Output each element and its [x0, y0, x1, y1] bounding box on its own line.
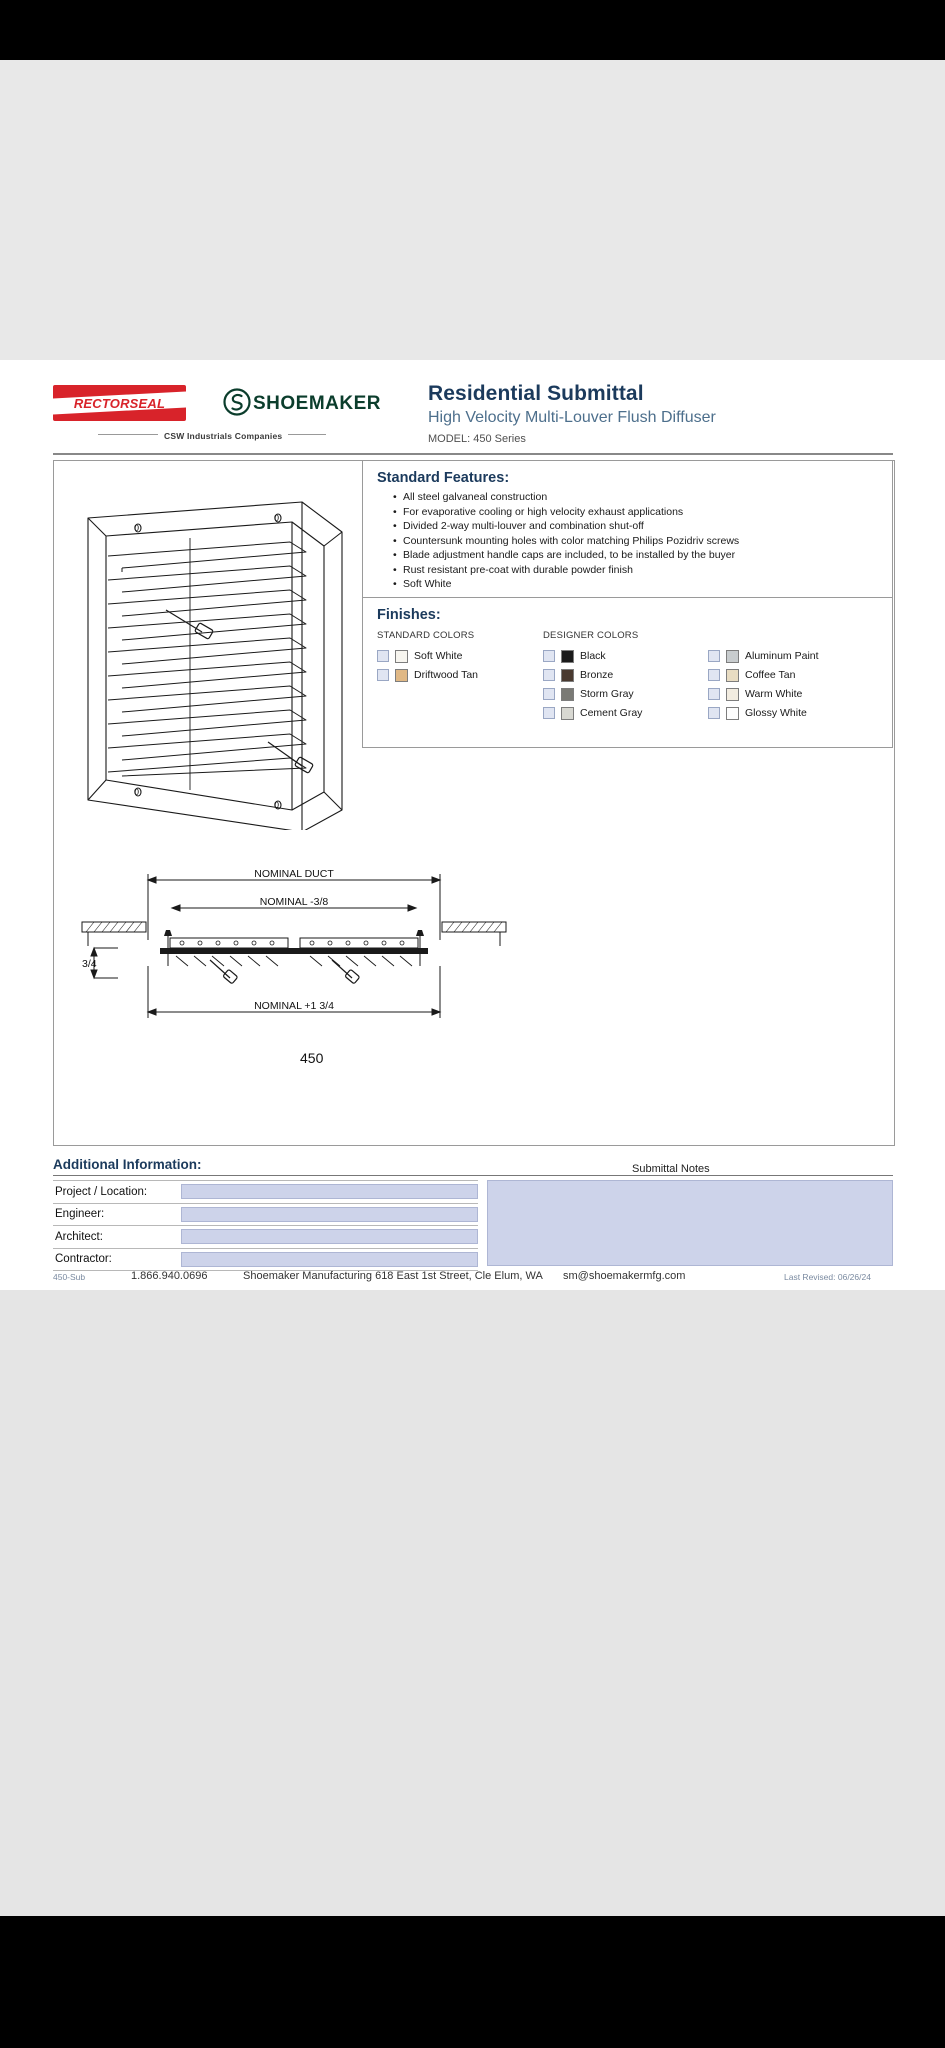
checkbox-aluminum-paint[interactable] [708, 650, 720, 662]
footer-phone: 1.866.940.0696 [131, 1270, 208, 1282]
bottom-black-band [0, 1916, 945, 2048]
svg-text:0: 0 [134, 523, 140, 533]
engineer-input[interactable] [181, 1207, 478, 1222]
color-label: Aluminum Paint [745, 650, 819, 662]
title-block [428, 382, 716, 445]
isometric-diffuser-drawing [70, 480, 360, 830]
footer-address: Shoemaker Manufacturing 618 East 1st Street, Cle Elum, WA [243, 1270, 543, 1282]
color-label: Storm Gray [580, 688, 634, 700]
dim-nominal-minus: NOMINAL -3/8 [259, 896, 329, 908]
top-black-band [0, 0, 945, 60]
submittal-document-page [0, 360, 945, 1290]
drawing-model-caption: 450 [300, 1050, 324, 1066]
checkbox-driftwood-tan[interactable] [377, 669, 389, 681]
finishes-title: Finishes: [377, 607, 441, 623]
field-label-engineer: Engineer: [55, 1208, 105, 1221]
page-subtitle: High Velocity Multi-Louver Flush Diffuser [428, 409, 716, 426]
field-label-architect: Architect: [55, 1230, 103, 1243]
feature-item: • Soft White [393, 577, 882, 592]
color-option-row[interactable] [543, 666, 708, 684]
table-row [53, 1226, 478, 1249]
feature-item: • For evaporative cooling or high velocity exhaust applications [393, 505, 882, 520]
feature-item: • Rust resistant pre-coat with durable powder finish [393, 563, 882, 578]
dim-height: 3/4 [82, 958, 97, 970]
field-label-contractor: Contractor: [55, 1253, 112, 1266]
color-option-row[interactable] [543, 647, 708, 665]
dim-nominal-plus: NOMINAL +1 3/4 [254, 1000, 334, 1012]
submittal-notes-input[interactable] [487, 1180, 893, 1266]
shoemaker-logo-text: SHOEMAKER [253, 393, 382, 414]
feature-item: • Countersunk mounting holes with color matching Philips Pozidriv screws [393, 534, 882, 549]
checkbox-glossy-white[interactable] [708, 707, 720, 719]
color-label: Cement Gray [580, 707, 643, 719]
architect-input[interactable] [181, 1229, 478, 1244]
rectorseal-logo [53, 385, 186, 421]
designer-colors-header: DESIGNER COLORS [543, 630, 639, 641]
csw-companies-label: CSW Industrials Companies [158, 431, 288, 441]
color-label: Glossy White [745, 707, 807, 719]
shoemaker-mark-icon [223, 388, 251, 416]
checkbox-coffee-tan[interactable] [708, 669, 720, 681]
header-divider [53, 453, 893, 455]
color-label: Warm White [745, 688, 803, 700]
section-dimension-drawing [60, 860, 540, 1050]
top-gray-background [0, 60, 945, 360]
dim-nominal-duct: NOMINAL DUCT [254, 868, 334, 880]
contractor-input[interactable] [181, 1252, 478, 1267]
swatch-black [561, 650, 574, 663]
swatch-storm-gray [561, 688, 574, 701]
color-option-row[interactable] [708, 704, 882, 722]
model-label: MODEL: 450 Series [428, 433, 526, 445]
color-label: Driftwood Tan [414, 669, 479, 681]
footer-doc-code: 450-Sub [53, 1272, 86, 1282]
color-option-row[interactable] [377, 666, 543, 684]
svg-text:0: 0 [134, 787, 140, 797]
color-swatch-columns [377, 646, 882, 722]
additional-information-table [53, 1180, 478, 1271]
project-location-input[interactable] [181, 1184, 478, 1199]
swatch-warm-white [726, 688, 739, 701]
checkbox-black[interactable] [543, 650, 555, 662]
feature-item: • All steel galvaneal construction [393, 490, 882, 505]
checkbox-storm-gray[interactable] [543, 688, 555, 700]
swatch-bronze [561, 669, 574, 682]
color-label: Soft White [414, 650, 463, 662]
standard-features-title: Standard Features: [377, 470, 510, 486]
color-label: Bronze [580, 669, 614, 681]
swatch-cement-gray [561, 707, 574, 720]
swatch-driftwood-tan [395, 669, 408, 682]
standard-features-box [362, 460, 893, 598]
finishes-box [362, 598, 893, 748]
color-label: Black [580, 650, 606, 662]
field-label-project-location: Project / Location: [55, 1185, 148, 1198]
footer-last-revised: Last Revised: 06/26/24 [784, 1272, 871, 1282]
standard-features-list [363, 490, 892, 592]
feature-item: • Blade adjustment handle caps are included, to be installed by the buyer [393, 548, 882, 563]
color-option-row[interactable] [543, 685, 708, 703]
swatch-glossy-white [726, 707, 739, 720]
color-option-row[interactable] [543, 704, 708, 722]
swatch-coffee-tan [726, 669, 739, 682]
svg-text:0: 0 [274, 513, 280, 523]
designer-colors-right-column [708, 646, 882, 722]
submittal-notes-title: Submittal Notes [632, 1163, 710, 1175]
designer-colors-left-column [543, 646, 708, 722]
color-option-row[interactable] [708, 647, 882, 665]
shoemaker-logo [223, 384, 382, 422]
feature-item: • Divided 2-way multi-louver and combination shut-off [393, 519, 882, 534]
bottom-gray-background [0, 1290, 945, 1916]
table-row [53, 1249, 478, 1272]
additional-information-divider [53, 1175, 893, 1176]
document-footer [53, 1270, 893, 1284]
checkbox-cement-gray[interactable] [543, 707, 555, 719]
document-header [53, 382, 893, 450]
table-row [53, 1204, 478, 1227]
standard-colors-column [377, 646, 543, 722]
rectorseal-logo-text: RECTORSEAL [73, 396, 166, 411]
color-option-row[interactable] [377, 647, 543, 665]
checkbox-bronze[interactable] [543, 669, 555, 681]
swatch-soft-white [395, 650, 408, 663]
table-row [53, 1180, 478, 1204]
additional-information-title: Additional Information: [53, 1157, 202, 1172]
color-label: Coffee Tan [745, 669, 796, 681]
swatch-aluminum-paint [726, 650, 739, 663]
footer-email[interactable]: sm@shoemakermfg.com [563, 1270, 686, 1282]
page-title: Residential Submittal [428, 382, 644, 405]
checkbox-warm-white[interactable] [708, 688, 720, 700]
standard-colors-header: STANDARD COLORS [377, 630, 475, 641]
checkbox-soft-white[interactable] [377, 650, 389, 662]
color-option-row[interactable] [708, 685, 882, 703]
color-option-row[interactable] [708, 666, 882, 684]
svg-text:0: 0 [274, 800, 280, 810]
